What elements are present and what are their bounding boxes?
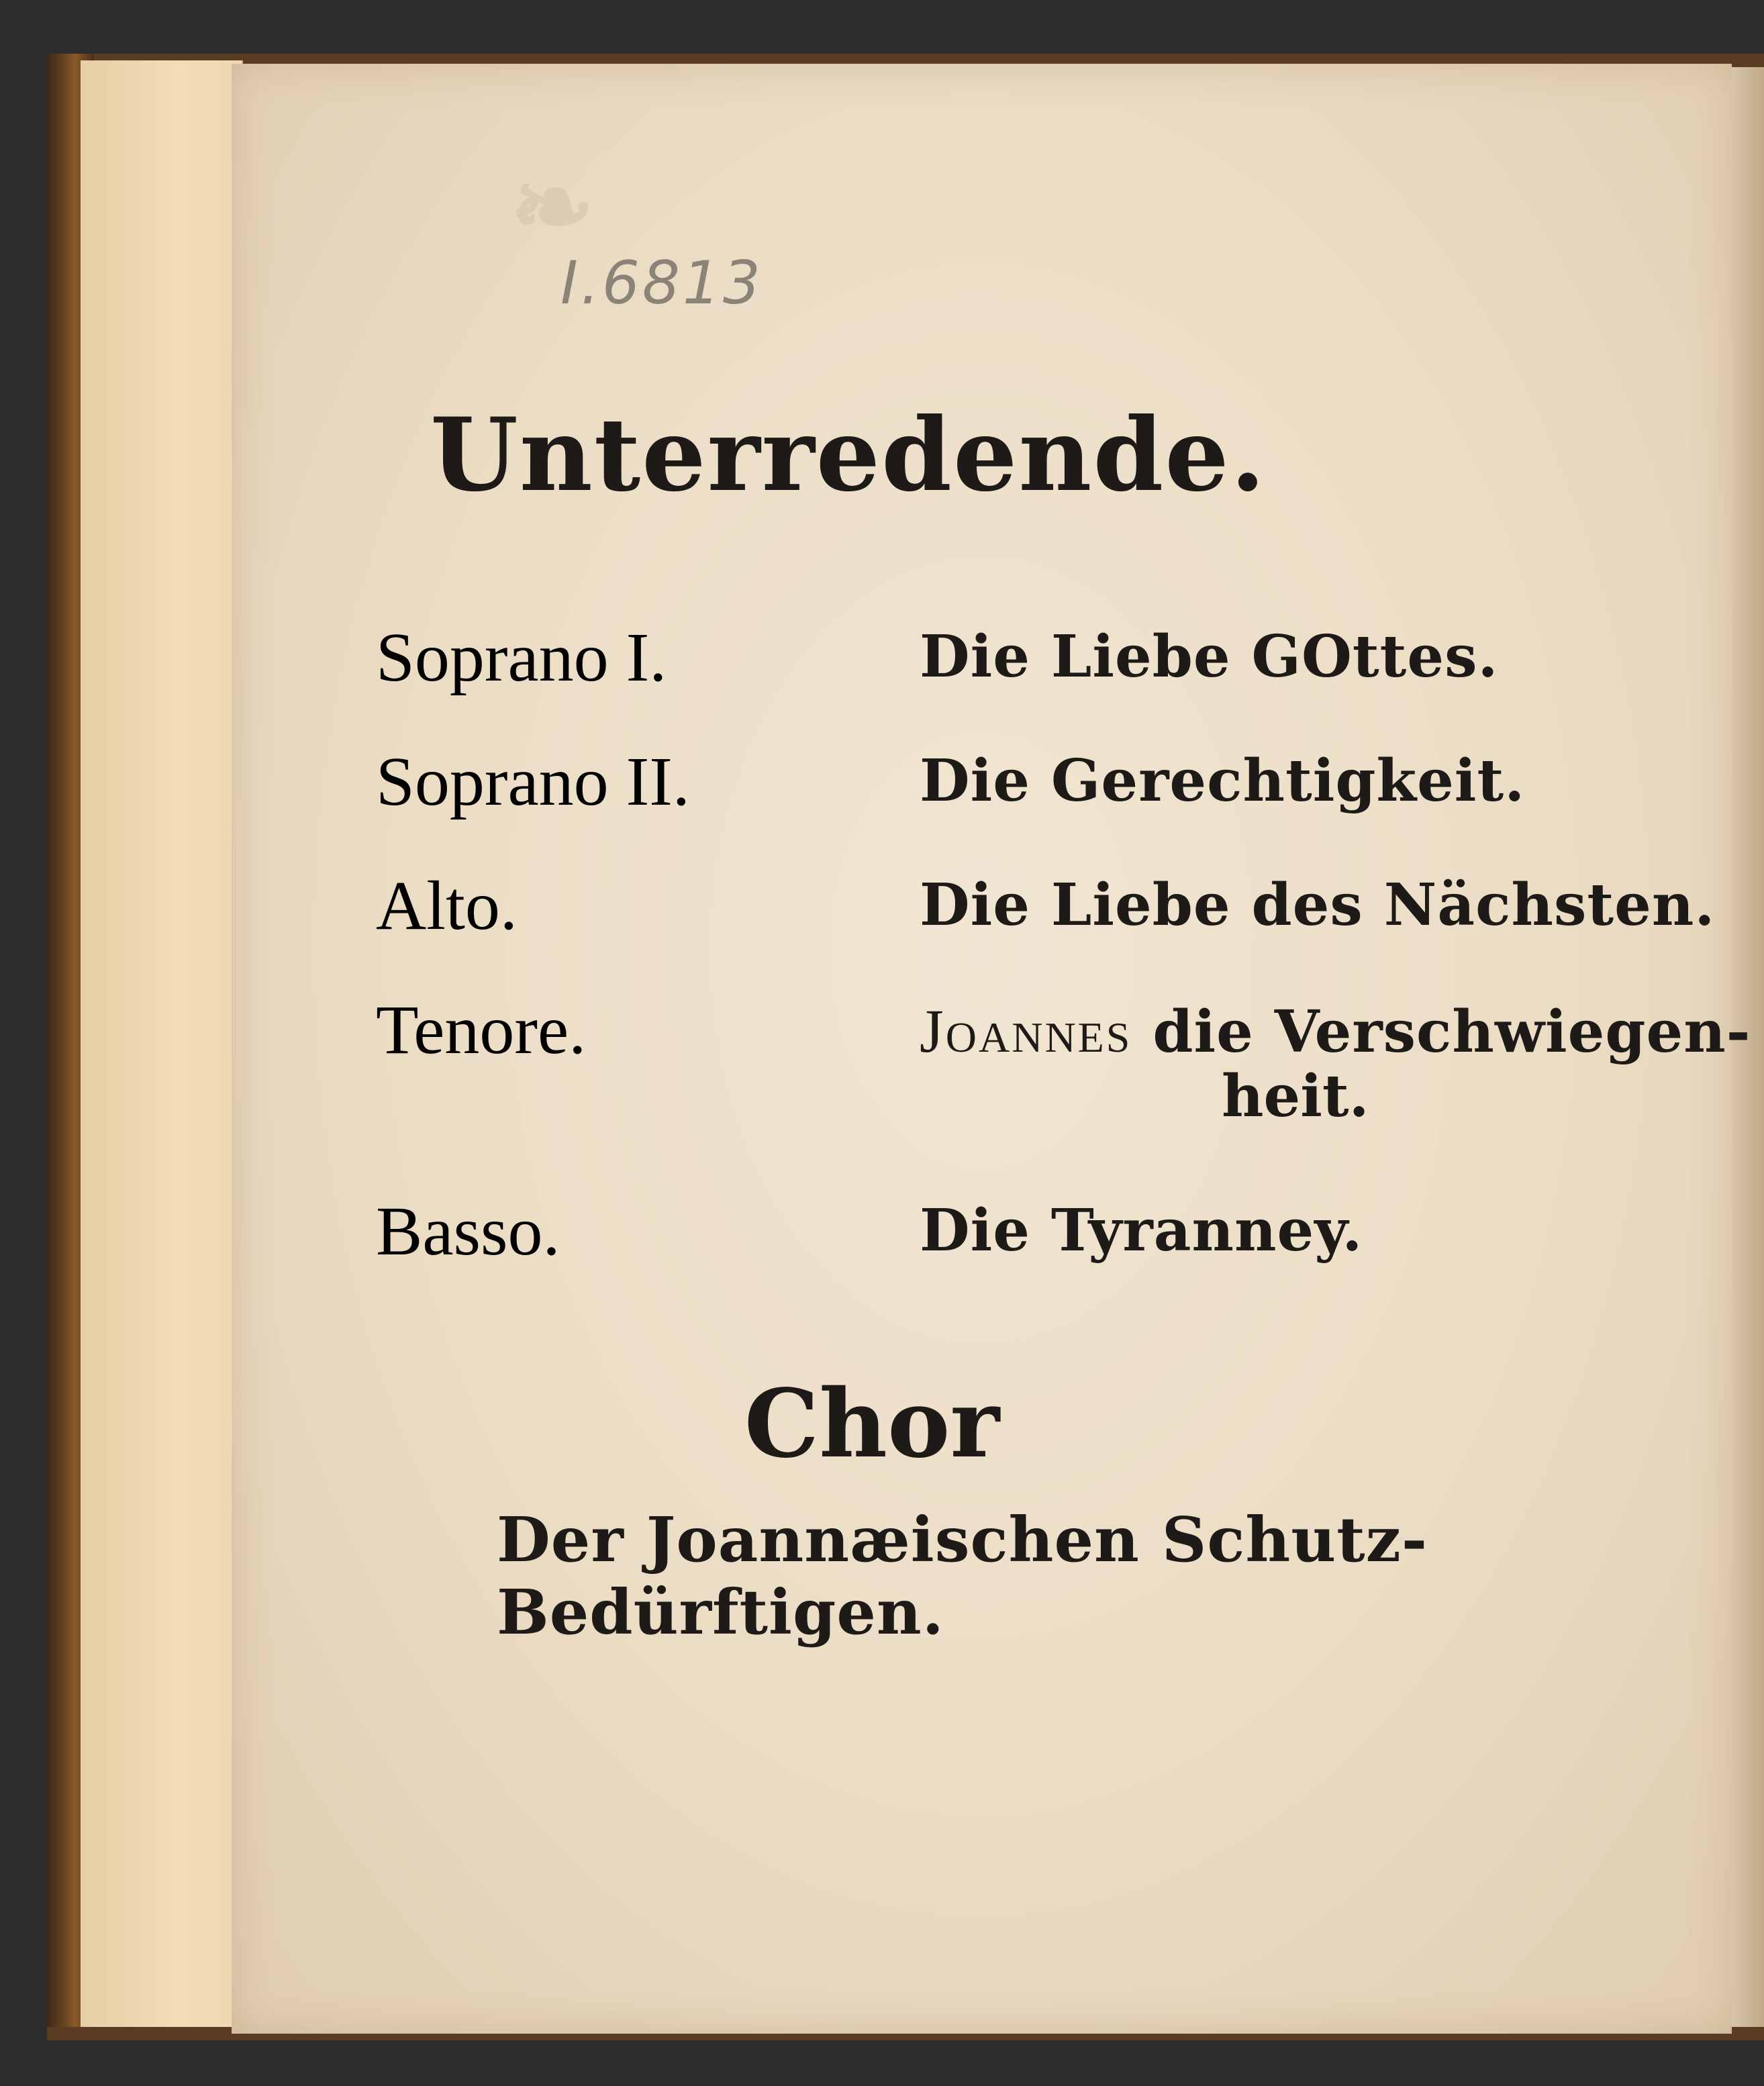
chorus-text: Der Joannæischen Schutz-Bedürftigen. [497,1503,1428,1648]
role-label: Die Tyranney. [920,1197,1363,1264]
role-label: Die Liebe GOttes. [920,623,1499,691]
voice-label: Alto. [376,867,518,944]
role-continuation: heit. [1222,1062,1369,1130]
voice-label: Tenore. [376,991,587,1069]
chorus-heading: Chor [744,1369,1000,1479]
role-label [920,995,1751,1066]
voice-label: Basso. [376,1193,560,1270]
role-name: Joannes [920,997,1132,1065]
voice-label: Soprano I. [376,619,667,696]
voice-label: Soprano II. [376,743,690,820]
flyleaf [81,60,243,2027]
role-label: Die Liebe des Nächsten. [920,871,1716,939]
page-title: Unterredende. [430,396,1267,514]
role-text: die Verschwiegen- [1153,998,1751,1066]
shelfmark: I.6813 [560,248,763,317]
role-label: Die Gerechtigkeit. [920,747,1526,815]
